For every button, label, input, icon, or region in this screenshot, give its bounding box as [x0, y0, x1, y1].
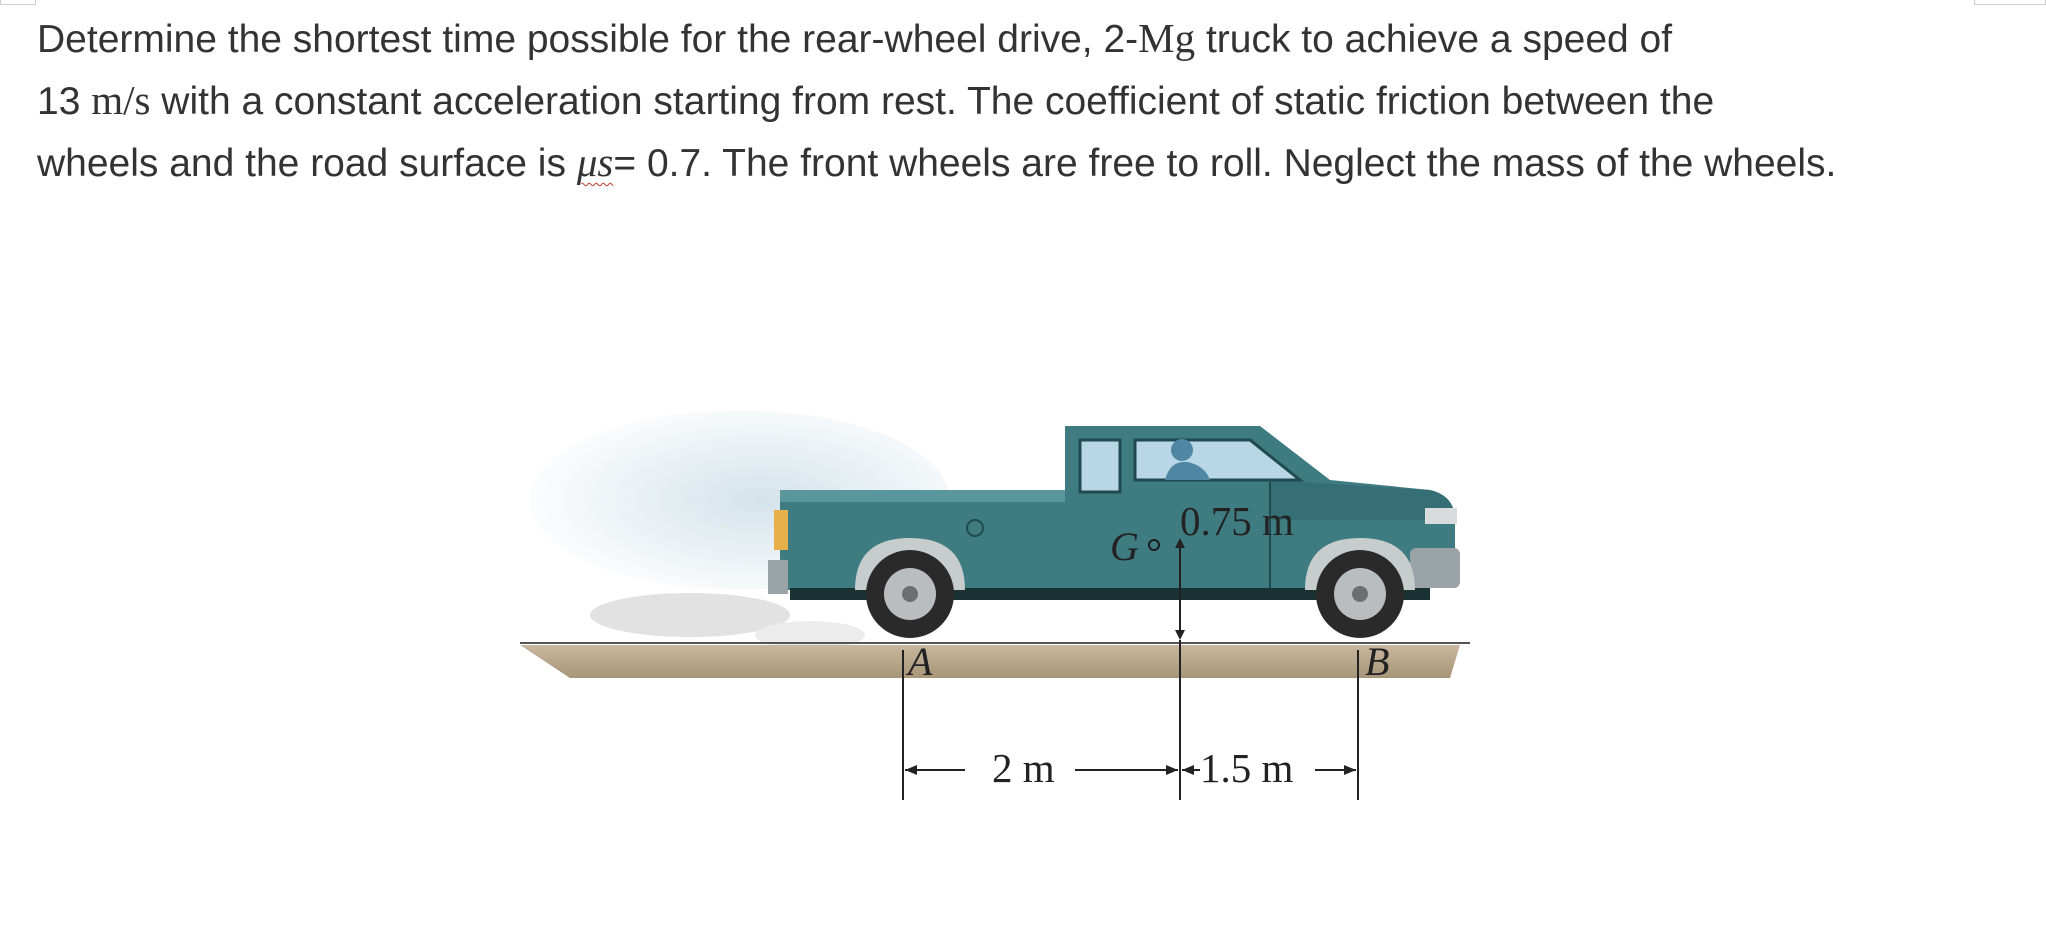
- label-height: 0.75 m: [1180, 498, 1294, 544]
- road-surface: [520, 645, 1460, 678]
- problem-statement: [37, 8, 1997, 194]
- problem-line-1-end: truck to achieve a speed of: [1195, 18, 1673, 61]
- mu-symbol: μs: [576, 139, 614, 185]
- truck-figure: [510, 410, 1510, 810]
- corner-mark-right: [1974, 0, 2046, 5]
- problem-line-3-start: wheels and the road surface is: [37, 142, 577, 185]
- truck-bed-top: [780, 490, 1070, 502]
- front-wheel: [1316, 550, 1404, 638]
- grille: [1425, 508, 1457, 524]
- label-b: B: [1365, 639, 1390, 684]
- label-g: G: [1110, 524, 1139, 569]
- rear-wheel: [866, 550, 954, 638]
- corner-mark-left: [0, 0, 36, 5]
- dim-label-right: 1.5 m: [1200, 745, 1294, 791]
- problem-line-1: Determine the shortest time possible for the rear-wheel drive, 2-: [37, 18, 1139, 61]
- dim-arrow-left-start: [905, 765, 917, 775]
- rear-window: [1080, 440, 1120, 492]
- dust-cloud-small: [755, 621, 865, 649]
- tail-light: [774, 510, 788, 550]
- problem-line-2-end: with a constant acceleration starting from rest. The coefficient of static friction between the: [150, 80, 1715, 123]
- mass-unit: Mg: [1138, 15, 1196, 61]
- speed-value: 13: [37, 80, 92, 123]
- speed-unit: m/s: [91, 77, 151, 123]
- label-a: A: [908, 639, 933, 684]
- problem-line-3-end: = 0.7. The front wheels are free to roll. Neglect the mass of the wheels.: [613, 142, 1837, 185]
- truck-diagram: [510, 410, 1510, 810]
- dim-arrow-left-end: [1166, 765, 1178, 775]
- height-arrow-bottom: [1175, 630, 1185, 640]
- front-bumper: [1410, 548, 1460, 588]
- driver-head: [1171, 439, 1193, 461]
- dim-arrow-right-end: [1344, 765, 1356, 775]
- dim-label-left: 2 m: [992, 745, 1055, 791]
- rear-bumper: [768, 560, 788, 594]
- problem-text: [37, 8, 1997, 194]
